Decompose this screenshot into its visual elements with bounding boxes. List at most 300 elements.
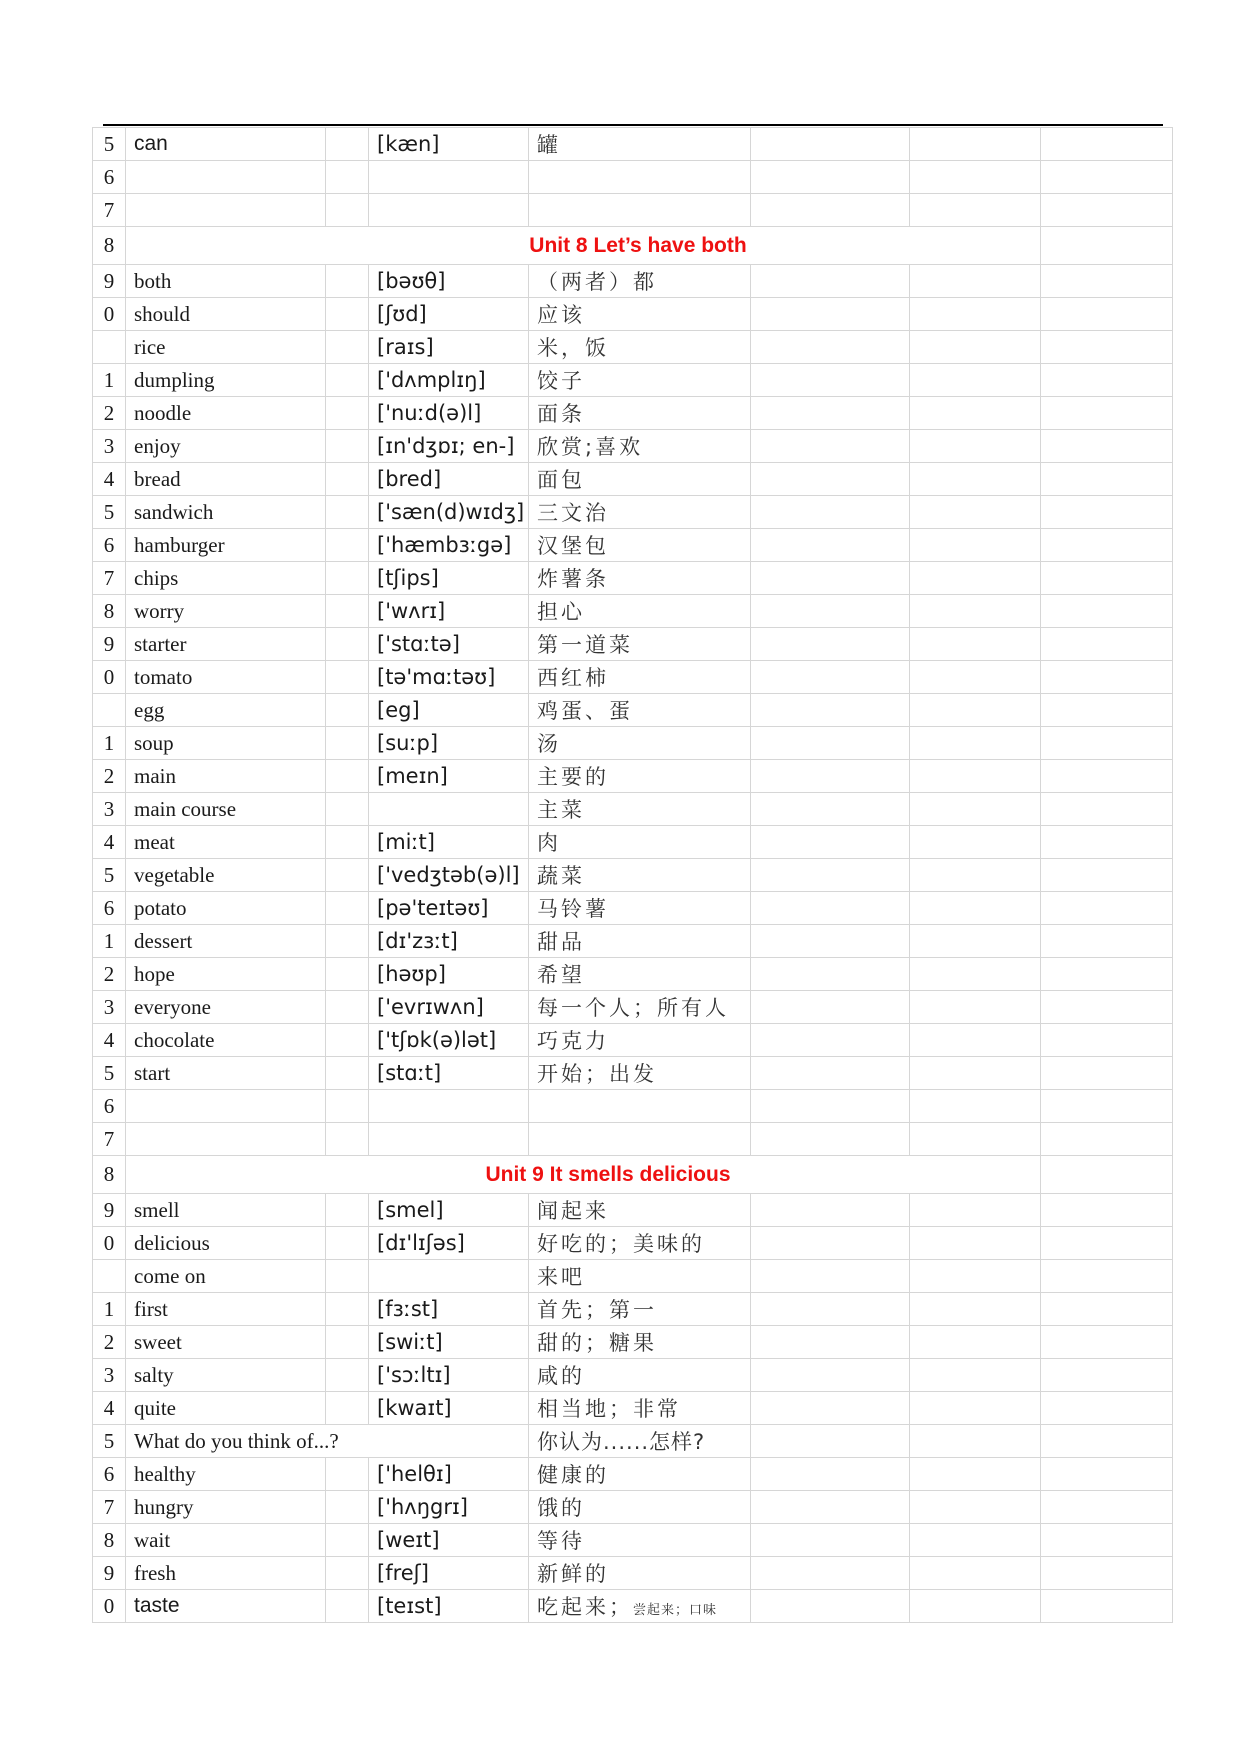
empty-cell (126, 1090, 326, 1123)
empty-cell (529, 194, 751, 227)
empty-cell (751, 859, 910, 892)
empty-cell (1041, 1090, 1173, 1123)
phonetic-cell: ['helθɪ] (369, 1458, 529, 1491)
empty-cell (326, 1326, 369, 1359)
table-row (93, 161, 1173, 194)
word-cell: come on (126, 1260, 326, 1293)
empty-cell (751, 430, 910, 463)
table-row (93, 364, 1173, 397)
empty-cell (1041, 161, 1173, 194)
empty-cell (326, 1590, 369, 1623)
table-row (93, 793, 1173, 826)
row-number: 6 (93, 1090, 126, 1123)
meaning-cell (529, 628, 751, 661)
row-number: 6 (93, 892, 126, 925)
meaning-cell (529, 397, 751, 430)
empty-cell (326, 562, 369, 595)
empty-cell (1041, 1392, 1173, 1425)
meaning-cell (529, 760, 751, 793)
meaning-cell (529, 1590, 751, 1623)
empty-cell (326, 1392, 369, 1425)
table-row (93, 1359, 1173, 1392)
empty-cell (910, 628, 1041, 661)
table-row (93, 892, 1173, 925)
meaning-text: 汉堡包 (537, 534, 609, 558)
meaning-text: 相当地；非常 (537, 1397, 681, 1421)
empty-cell (1041, 397, 1173, 430)
phonetic-cell: [tʃips] (369, 562, 529, 595)
empty-cell (910, 529, 1041, 562)
meaning-text: 闻起来 (537, 1199, 609, 1223)
table-row (93, 1524, 1173, 1557)
word-cell: vegetable (126, 859, 326, 892)
row-number: 6 (93, 161, 126, 194)
word-cell: both (126, 265, 326, 298)
empty-cell (751, 364, 910, 397)
empty-cell (326, 661, 369, 694)
empty-cell (1041, 529, 1173, 562)
vocabulary-body (93, 128, 1173, 1623)
meaning-text: 米，饭 (537, 336, 609, 360)
word-cell: delicious (126, 1227, 326, 1260)
meaning-text: 欣赏;喜欢 (537, 435, 644, 459)
empty-cell (1041, 1458, 1173, 1491)
empty-cell (910, 1194, 1041, 1227)
row-number: 0 (93, 1227, 126, 1260)
empty-cell (751, 1123, 910, 1156)
empty-cell (326, 1057, 369, 1090)
empty-cell (326, 1491, 369, 1524)
word-cell: enjoy (126, 430, 326, 463)
row-number (93, 331, 126, 364)
meaning-text: 担心 (537, 600, 585, 624)
meaning-text: 甜品 (537, 930, 585, 954)
empty-cell (910, 1227, 1041, 1260)
phonetic-cell (369, 1260, 529, 1293)
empty-cell (1041, 892, 1173, 925)
empty-cell (1041, 694, 1173, 727)
meaning-cell (529, 1326, 751, 1359)
empty-cell (326, 1227, 369, 1260)
meaning-cell (529, 595, 751, 628)
meaning-cell (529, 364, 751, 397)
meaning-cell (529, 529, 751, 562)
empty-cell (326, 1260, 369, 1293)
meaning-text: 咸的 (537, 1364, 585, 1388)
empty-cell (910, 397, 1041, 430)
empty-cell (326, 529, 369, 562)
meaning-cell (529, 991, 751, 1024)
word-cell: tomato (126, 661, 326, 694)
row-number: 8 (93, 1524, 126, 1557)
empty-cell (751, 1194, 910, 1227)
empty-cell (910, 1057, 1041, 1090)
empty-cell (369, 194, 529, 227)
empty-cell (326, 760, 369, 793)
row-number: 7 (93, 1491, 126, 1524)
empty-cell (910, 1260, 1041, 1293)
meaning-cell (529, 1491, 751, 1524)
unit-title (126, 1156, 1041, 1194)
meaning-text: 马铃薯 (537, 897, 609, 921)
empty-cell (751, 161, 910, 194)
meaning-cell (529, 265, 751, 298)
empty-cell (1041, 463, 1173, 496)
empty-cell (326, 1458, 369, 1491)
table-row (93, 1557, 1173, 1590)
row-number: 1 (93, 925, 126, 958)
word-cell: quite (126, 1392, 326, 1425)
empty-cell (751, 265, 910, 298)
table-row (93, 991, 1173, 1024)
table-row (93, 1590, 1173, 1623)
table-row (93, 128, 1173, 161)
row-number: 0 (93, 661, 126, 694)
meaning-cell (529, 793, 751, 826)
row-number: 8 (93, 227, 126, 265)
empty-cell (326, 298, 369, 331)
phonetic-cell: [stɑːt] (369, 1057, 529, 1090)
table-row (93, 1425, 1173, 1458)
empty-cell (369, 1123, 529, 1156)
row-number: 6 (93, 1458, 126, 1491)
meaning-cell (529, 562, 751, 595)
row-number: 3 (93, 793, 126, 826)
row-number: 3 (93, 991, 126, 1024)
empty-cell (910, 331, 1041, 364)
empty-cell (910, 1557, 1041, 1590)
table-row (93, 1392, 1173, 1425)
word-cell: dumpling (126, 364, 326, 397)
table-row (93, 595, 1173, 628)
empty-cell (1041, 364, 1173, 397)
table-row (93, 826, 1173, 859)
meaning-text: 每一个人；所有人 (537, 996, 729, 1020)
row-number: 1 (93, 364, 126, 397)
empty-cell (751, 661, 910, 694)
vocabulary-table (92, 127, 1173, 1623)
empty-cell (1041, 227, 1173, 265)
empty-cell (751, 958, 910, 991)
empty-cell (326, 991, 369, 1024)
empty-cell (326, 1557, 369, 1590)
word-cell: main course (126, 793, 326, 826)
empty-cell (910, 892, 1041, 925)
row-number: 4 (93, 463, 126, 496)
empty-cell (1041, 661, 1173, 694)
empty-cell (910, 793, 1041, 826)
phonetic-cell: ['hæmbɜːgə] (369, 529, 529, 562)
empty-cell (751, 925, 910, 958)
empty-cell (326, 628, 369, 661)
empty-cell (910, 1590, 1041, 1623)
phonetic-cell: [ɪn'dʒɒɪ; en-] (369, 430, 529, 463)
meaning-text: 巧克力 (537, 1029, 609, 1053)
empty-cell (1041, 628, 1173, 661)
empty-cell (910, 1293, 1041, 1326)
empty-cell (910, 1425, 1041, 1458)
meaning-text: 开始；出发 (537, 1062, 657, 1086)
header-rule (103, 124, 1163, 126)
word-cell: taste (126, 1590, 326, 1623)
row-number: 5 (93, 859, 126, 892)
empty-cell (369, 1090, 529, 1123)
word-cell: chocolate (126, 1024, 326, 1057)
table-row (93, 463, 1173, 496)
word-cell: noodle (126, 397, 326, 430)
word-cell: healthy (126, 1458, 326, 1491)
table-row (93, 760, 1173, 793)
empty-cell (1041, 793, 1173, 826)
table-row (93, 925, 1173, 958)
phonetic-cell: [fɜːst] (369, 1293, 529, 1326)
empty-cell (910, 1024, 1041, 1057)
word-cell: sandwich (126, 496, 326, 529)
empty-cell (326, 463, 369, 496)
word-cell: hope (126, 958, 326, 991)
empty-cell (910, 1123, 1041, 1156)
phonetic-cell: [tə'mɑːtəʊ] (369, 661, 529, 694)
word-cell: main (126, 760, 326, 793)
empty-cell (326, 1194, 369, 1227)
row-number: 9 (93, 628, 126, 661)
empty-cell (326, 595, 369, 628)
row-number (93, 694, 126, 727)
meaning-cell (529, 1194, 751, 1227)
row-number: 9 (93, 1194, 126, 1227)
row-number: 8 (93, 595, 126, 628)
table-row (93, 727, 1173, 760)
row-number: 6 (93, 529, 126, 562)
row-number: 5 (93, 1057, 126, 1090)
empty-cell (910, 1359, 1041, 1392)
word-cell: salty (126, 1359, 326, 1392)
table-row (93, 1326, 1173, 1359)
row-number: 4 (93, 826, 126, 859)
row-number: 5 (93, 496, 126, 529)
empty-cell (1041, 562, 1173, 595)
word-cell: everyone (126, 991, 326, 1024)
empty-cell (751, 694, 910, 727)
phonetic-cell: [bred] (369, 463, 529, 496)
meaning-cell (529, 892, 751, 925)
empty-cell (1041, 1491, 1173, 1524)
phonetic-cell: [kæn] (369, 128, 529, 161)
meaning-text: 面条 (537, 402, 585, 426)
empty-cell (1041, 826, 1173, 859)
phonetic-cell: ['vedʒtəb(ə)l] (369, 859, 529, 892)
empty-cell (1041, 859, 1173, 892)
table-row (93, 1090, 1173, 1123)
word-cell: hamburger (126, 529, 326, 562)
empty-cell (1041, 1260, 1173, 1293)
empty-cell (751, 991, 910, 1024)
empty-cell (751, 496, 910, 529)
empty-cell (751, 1425, 910, 1458)
empty-cell (910, 463, 1041, 496)
row-number: 5 (93, 1425, 126, 1458)
empty-cell (910, 727, 1041, 760)
row-number: 7 (93, 194, 126, 227)
unit-title (126, 227, 1041, 265)
phonetic-cell: ['dʌmplɪŋ] (369, 364, 529, 397)
meaning-cell (529, 1557, 751, 1590)
word-cell: sweet (126, 1326, 326, 1359)
empty-cell (751, 1293, 910, 1326)
empty-cell (1041, 1425, 1173, 1458)
table-row (93, 1194, 1173, 1227)
empty-cell (910, 562, 1041, 595)
empty-cell (326, 496, 369, 529)
phonetic-cell: [raɪs] (369, 331, 529, 364)
meaning-cell (529, 925, 751, 958)
meaning-cell (529, 430, 751, 463)
phonetic-cell: [kwaɪt] (369, 1392, 529, 1425)
empty-cell (1041, 1326, 1173, 1359)
empty-cell (1041, 991, 1173, 1024)
meaning-cell (529, 1359, 751, 1392)
meaning-text: 主要的 (537, 765, 609, 789)
word-cell: wait (126, 1524, 326, 1557)
meaning-text: 鸡蛋、蛋 (537, 699, 633, 723)
empty-cell (529, 161, 751, 194)
empty-cell (326, 793, 369, 826)
word-cell: potato (126, 892, 326, 925)
meaning-cell (529, 1524, 751, 1557)
empty-cell (751, 397, 910, 430)
empty-cell (910, 1524, 1041, 1557)
empty-cell (751, 1590, 910, 1623)
table-row (93, 958, 1173, 991)
meaning-cell (529, 1260, 751, 1293)
phonetic-cell: [eg] (369, 694, 529, 727)
meaning-text: 炸薯条 (537, 567, 609, 591)
meaning-text: 主菜 (537, 798, 585, 822)
empty-cell (910, 1392, 1041, 1425)
empty-cell (751, 628, 910, 661)
empty-cell (751, 298, 910, 331)
table-row (93, 194, 1173, 227)
empty-cell (1041, 128, 1173, 161)
empty-cell (751, 1458, 910, 1491)
meaning-cell (529, 958, 751, 991)
phonetic-cell: [meɪn] (369, 760, 529, 793)
row-number: 8 (93, 1156, 126, 1194)
meaning-cell (529, 496, 751, 529)
meaning-cell (529, 1458, 751, 1491)
empty-cell (751, 793, 910, 826)
word-cell: egg (126, 694, 326, 727)
empty-cell (751, 892, 910, 925)
row-number: 7 (93, 562, 126, 595)
empty-cell (910, 859, 1041, 892)
phonetic-cell: ['stɑːtə] (369, 628, 529, 661)
meaning-cell (529, 859, 751, 892)
empty-cell (1041, 265, 1173, 298)
empty-cell (126, 161, 326, 194)
word-cell: soup (126, 727, 326, 760)
meaning-text: 肉 (537, 831, 561, 855)
phonetic-cell: ['hʌŋgrɪ] (369, 1491, 529, 1524)
empty-cell (326, 1024, 369, 1057)
empty-cell (1041, 1227, 1173, 1260)
phonetic-cell: [weɪt] (369, 1524, 529, 1557)
empty-cell (751, 727, 910, 760)
row-number: 5 (93, 128, 126, 161)
row-number: 2 (93, 1326, 126, 1359)
empty-cell (751, 463, 910, 496)
word-cell: chips (126, 562, 326, 595)
empty-cell (910, 1458, 1041, 1491)
empty-cell (1041, 958, 1173, 991)
phonetic-cell: [teɪst] (369, 1590, 529, 1623)
empty-cell (910, 496, 1041, 529)
row-number: 7 (93, 1123, 126, 1156)
meaning-cell (529, 1057, 751, 1090)
empty-cell (910, 1491, 1041, 1524)
empty-cell (910, 826, 1041, 859)
empty-cell (326, 331, 369, 364)
phonetic-cell: [bəʊθ] (369, 265, 529, 298)
empty-cell (326, 1293, 369, 1326)
meaning-text: 甜的；糖果 (537, 1331, 657, 1355)
row-number: 2 (93, 397, 126, 430)
word-cell: smell (126, 1194, 326, 1227)
phonetic-cell: [freʃ] (369, 1557, 529, 1590)
empty-cell (910, 760, 1041, 793)
empty-cell (751, 1024, 910, 1057)
word-cell: first (126, 1293, 326, 1326)
table-row (93, 1293, 1173, 1326)
meaning-text: 饺子 (537, 369, 585, 393)
empty-cell (910, 991, 1041, 1024)
meaning-text: 应该 (537, 303, 585, 327)
empty-cell (751, 1326, 910, 1359)
empty-cell (910, 161, 1041, 194)
phonetic-cell: ['evrɪwʌn] (369, 991, 529, 1024)
empty-cell (910, 298, 1041, 331)
meaning-cell (529, 463, 751, 496)
meaning-text: 希望 (537, 963, 585, 987)
phonetic-cell: ['wʌrɪ] (369, 595, 529, 628)
phonetic-cell: ['nuːd(ə)l] (369, 397, 529, 430)
meaning-text: 首先；第一 (537, 1298, 657, 1322)
empty-cell (326, 826, 369, 859)
empty-cell (910, 595, 1041, 628)
row-number: 4 (93, 1024, 126, 1057)
unit-title-text: Unit 8 Let’s have both (529, 233, 747, 257)
empty-cell (1041, 496, 1173, 529)
table-row (93, 1024, 1173, 1057)
empty-cell (751, 194, 910, 227)
meaning-cell (529, 826, 751, 859)
table-row (93, 529, 1173, 562)
row-number: 2 (93, 760, 126, 793)
empty-cell (126, 194, 326, 227)
word-cell: start (126, 1057, 326, 1090)
phonetic-cell: [smel] (369, 1194, 529, 1227)
empty-cell (326, 194, 369, 227)
empty-cell (751, 1491, 910, 1524)
row-number: 0 (93, 1590, 126, 1623)
empty-cell (1041, 1123, 1173, 1156)
meaning-text: 蔬菜 (537, 864, 585, 888)
word-cell: hungry (126, 1491, 326, 1524)
table-row (93, 694, 1173, 727)
empty-cell (910, 430, 1041, 463)
table-row (93, 430, 1173, 463)
table-row (93, 331, 1173, 364)
